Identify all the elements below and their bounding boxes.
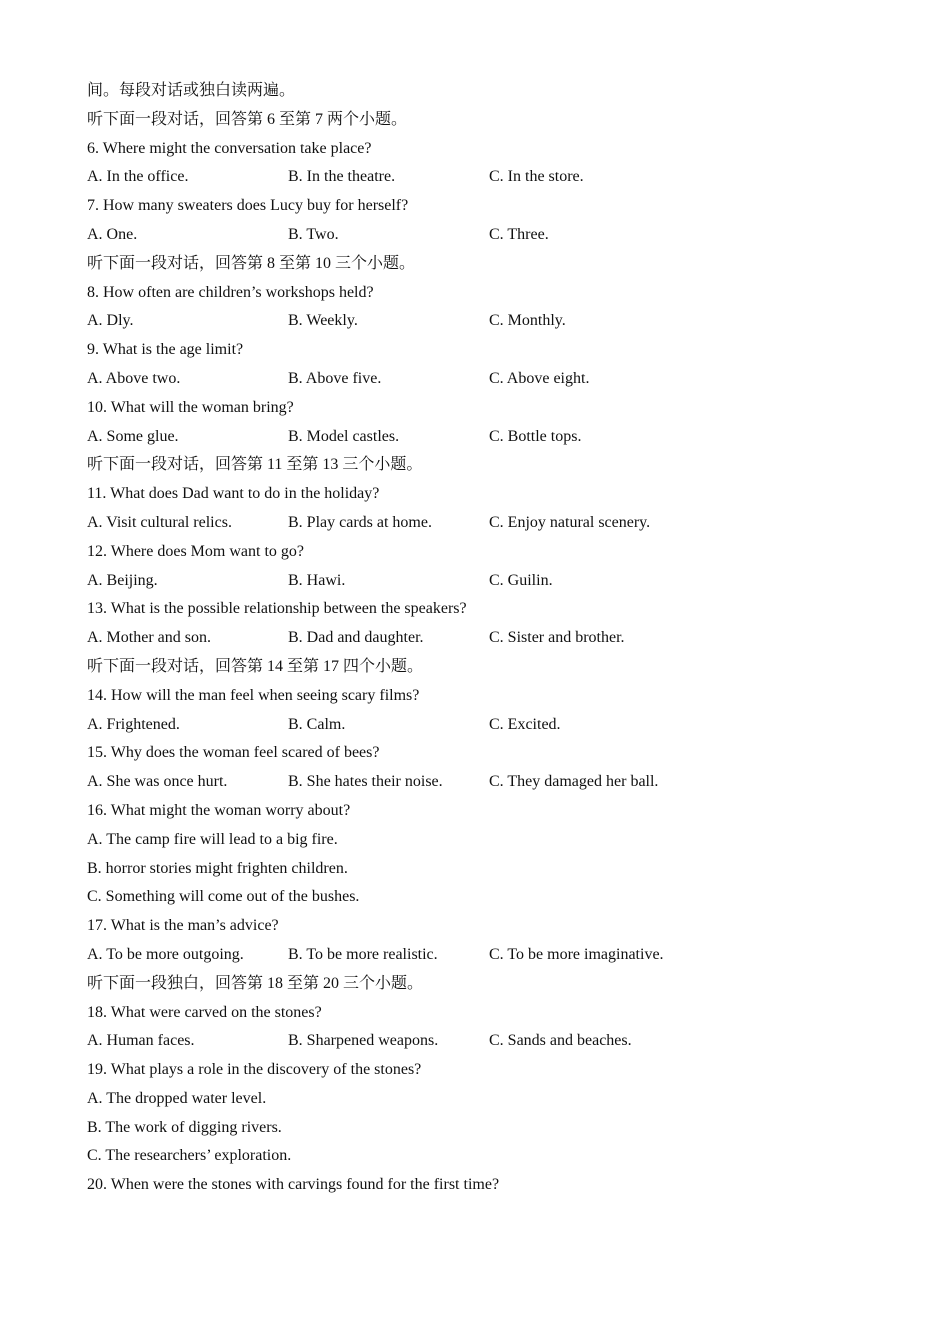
option-b: B. Sharpened weapons. <box>288 1032 439 1050</box>
option-line: C. The researchers’ exploration. <box>87 1147 292 1165</box>
option-line: B. The work of digging rivers. <box>87 1118 282 1136</box>
option-b: B. Weekly. <box>288 312 358 330</box>
question: 11. What does Dad want to do in the holiday? <box>87 485 380 503</box>
option-line: A. The dropped water level. <box>87 1089 267 1107</box>
question: 14. How will the man feel when seeing scary films? <box>87 686 420 704</box>
options-row <box>87 423 887 452</box>
option-a: A. Frightened. <box>87 715 180 733</box>
option-c: C. They damaged her ball. <box>489 773 659 791</box>
option-a: A. Dly. <box>87 312 134 330</box>
option-c: C. Sister and brother. <box>489 629 625 647</box>
question: 10. What will the woman bring? <box>87 398 294 416</box>
option-a: A. Human faces. <box>87 1032 195 1050</box>
options-row <box>87 221 887 250</box>
options-row <box>87 711 887 740</box>
options-row <box>87 1027 887 1056</box>
options-row <box>87 941 887 970</box>
question: 9. What is the age limit? <box>87 341 244 359</box>
option-c: C. Guilin. <box>489 571 553 589</box>
options-row <box>87 509 887 538</box>
intro-text: 间。每段对话或独白读两遍。 <box>87 82 296 99</box>
question: 17. What is the man’s advice? <box>87 917 279 935</box>
option-c: C. Three. <box>489 225 549 243</box>
section-heading: 听下面一段对话，回答第 6 至第 7 两个小题。 <box>87 110 408 128</box>
option-line: A. The camp fire will lead to a big fire. <box>87 830 338 848</box>
question: 12. Where does Mom want to go? <box>87 542 304 560</box>
option-b: B. She hates their noise. <box>288 773 443 791</box>
option-c: C. Enjoy natural scenery. <box>489 513 651 531</box>
option-b: B. Above five. <box>288 369 382 387</box>
options-row <box>87 624 887 653</box>
option-c: C. Sands and beaches. <box>489 1032 632 1050</box>
option-c: C. Above eight. <box>489 369 590 387</box>
question: 20. When were the stones with carvings found for the first time? <box>87 1176 500 1194</box>
option-a: A. She was once hurt. <box>87 773 228 791</box>
section-heading: 听下面一段对话，回答第 14 至第 17 四个小题。 <box>87 657 424 675</box>
option-c: C. Bottle tops. <box>489 427 582 445</box>
option-b: B. Hawi. <box>288 571 346 589</box>
options-row <box>87 307 887 336</box>
question: 6. Where might the conversation take place? <box>87 139 372 157</box>
options-row <box>87 768 887 797</box>
question: 13. What is the possible relationship between the speakers? <box>87 600 467 618</box>
option-line: C. Something will come out of the bushes. <box>87 888 360 906</box>
options-row <box>87 163 887 192</box>
option-line: B. horror stories might frighten children. <box>87 859 348 877</box>
question: 15. Why does the woman feel scared of bees? <box>87 744 380 762</box>
options-row <box>87 567 887 596</box>
option-c: C. Monthly. <box>489 312 566 330</box>
option-c: C. To be more imaginative. <box>489 945 664 963</box>
section-heading: 听下面一段对话，回答第 11 至第 13 三个小题。 <box>87 456 423 474</box>
option-a: A. Above two. <box>87 369 181 387</box>
option-b: B. To be more realistic. <box>288 945 438 963</box>
option-b: B. Model castles. <box>288 427 400 445</box>
options-row <box>87 365 887 394</box>
option-b: B. In the theatre. <box>288 168 396 186</box>
option-a: A. Visit cultural relics. <box>87 513 232 531</box>
option-a: A. Some glue. <box>87 427 179 445</box>
option-c: C. Excited. <box>489 715 561 733</box>
option-b: B. Dad and daughter. <box>288 629 424 647</box>
section-heading: 听下面一段独白，回答第 18 至第 20 三个小题。 <box>87 974 424 992</box>
option-a: A. To be more outgoing. <box>87 945 244 963</box>
option-b: B. Play cards at home. <box>288 513 432 531</box>
option-a: A. Beijing. <box>87 571 158 589</box>
option-c: C. In the store. <box>489 168 584 186</box>
question: 16. What might the woman worry about? <box>87 801 351 819</box>
question: 18. What were carved on the stones? <box>87 1003 322 1021</box>
option-a: A. One. <box>87 225 138 243</box>
listening-section <box>87 77 887 1200</box>
option-a: A. In the office. <box>87 168 189 186</box>
question: 7. How many sweaters does Lucy buy for herself? <box>87 197 409 215</box>
option-a: A. Mother and son. <box>87 629 211 647</box>
question: 19. What plays a role in the discovery of the stones? <box>87 1061 422 1079</box>
option-b: B. Two. <box>288 225 339 243</box>
option-b: B. Calm. <box>288 715 346 733</box>
section-heading: 听下面一段对话，回答第 8 至第 10 三个小题。 <box>87 254 416 272</box>
question: 8. How often are children’s workshops held? <box>87 283 374 301</box>
